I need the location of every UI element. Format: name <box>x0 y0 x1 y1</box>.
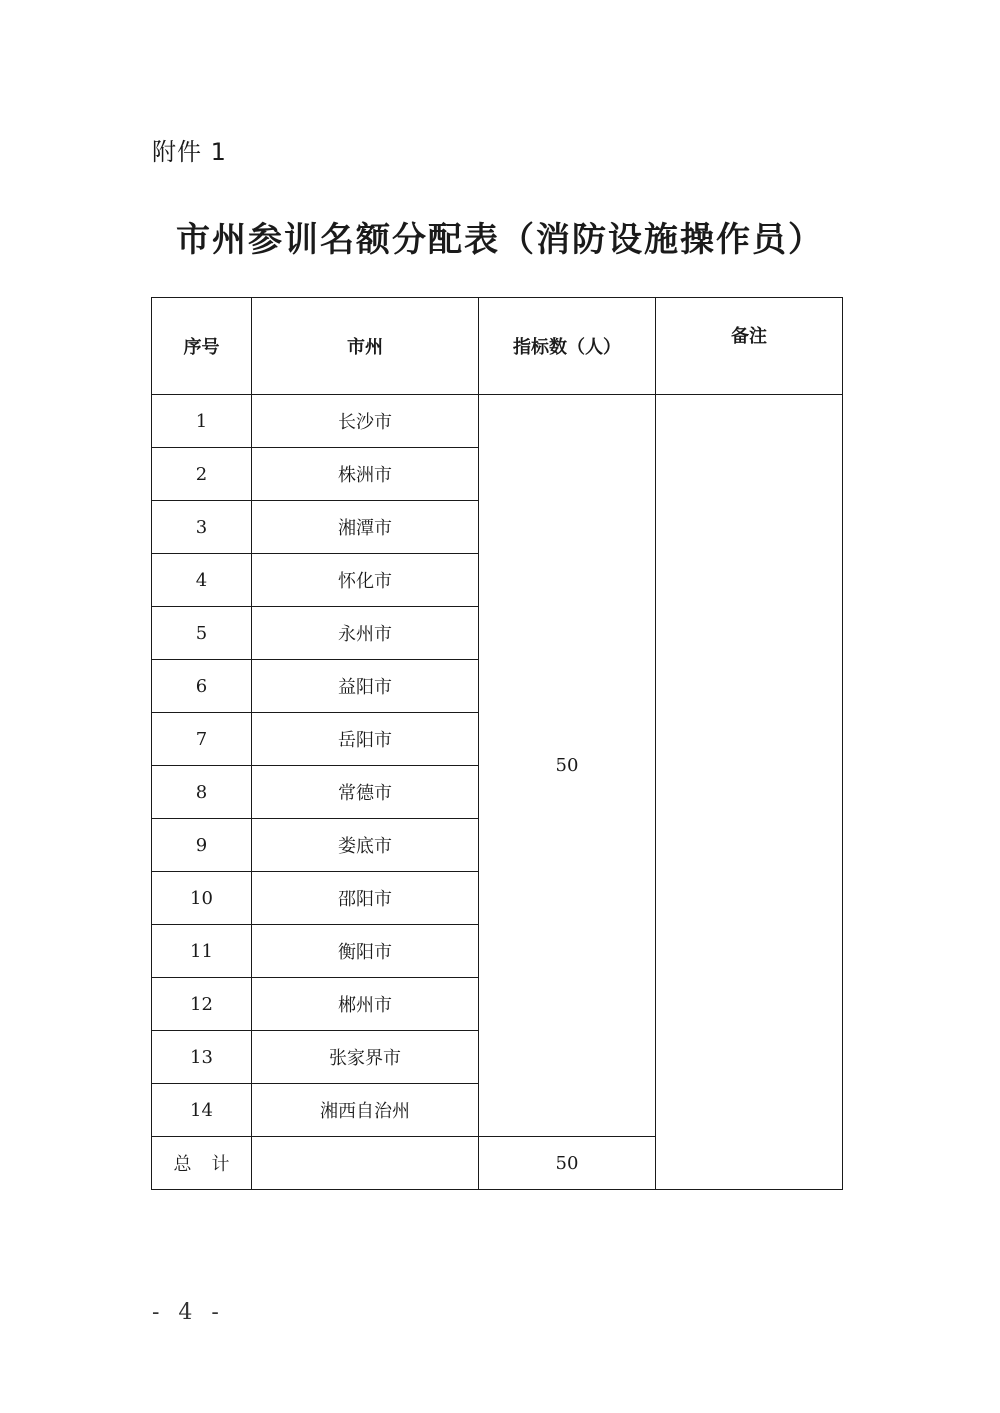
row-index: 3 <box>152 501 252 554</box>
row-index: 5 <box>152 607 252 660</box>
row-index: 9 <box>152 819 252 872</box>
header-city: 市州 <box>252 298 479 395</box>
shared-quota-cell: 50 <box>479 395 656 1137</box>
header-remark: 备注 <box>656 298 843 395</box>
row-city: 衡阳市 <box>252 925 479 978</box>
table-header-row <box>152 298 843 395</box>
total-quota: 50 <box>479 1137 656 1190</box>
total-city <box>252 1137 479 1190</box>
row-city: 湘西自治州 <box>252 1084 479 1137</box>
row-index: 6 <box>152 660 252 713</box>
row-index: 10 <box>152 872 252 925</box>
row-index: 11 <box>152 925 252 978</box>
page-title: 市州参训名额分配表（消防设施操作员） <box>176 220 824 260</box>
page-number: - 4 - <box>152 1300 225 1325</box>
row-index: 8 <box>152 766 252 819</box>
row-city: 怀化市 <box>252 554 479 607</box>
total-label: 总计 <box>152 1137 252 1190</box>
row-city: 株洲市 <box>252 448 479 501</box>
row-city: 岳阳市 <box>252 713 479 766</box>
header-index: 序号 <box>152 298 252 395</box>
row-city: 益阳市 <box>252 660 479 713</box>
row-index: 2 <box>152 448 252 501</box>
row-index: 1 <box>152 395 252 448</box>
remark-cell <box>656 395 843 1190</box>
row-city: 娄底市 <box>252 819 479 872</box>
row-index: 13 <box>152 1031 252 1084</box>
row-city: 湘潭市 <box>252 501 479 554</box>
row-city: 长沙市 <box>252 395 479 448</box>
table-row <box>152 395 843 448</box>
row-city: 郴州市 <box>252 978 479 1031</box>
header-quota: 指标数（人） <box>479 298 656 395</box>
row-city: 永州市 <box>252 607 479 660</box>
row-city: 邵阳市 <box>252 872 479 925</box>
row-city: 常德市 <box>252 766 479 819</box>
row-index: 7 <box>152 713 252 766</box>
quota-allocation-table <box>151 297 843 1190</box>
row-index: 14 <box>152 1084 252 1137</box>
row-city: 张家界市 <box>252 1031 479 1084</box>
row-index: 4 <box>152 554 252 607</box>
attachment-label: 附件 1 <box>152 138 227 166</box>
row-index: 12 <box>152 978 252 1031</box>
